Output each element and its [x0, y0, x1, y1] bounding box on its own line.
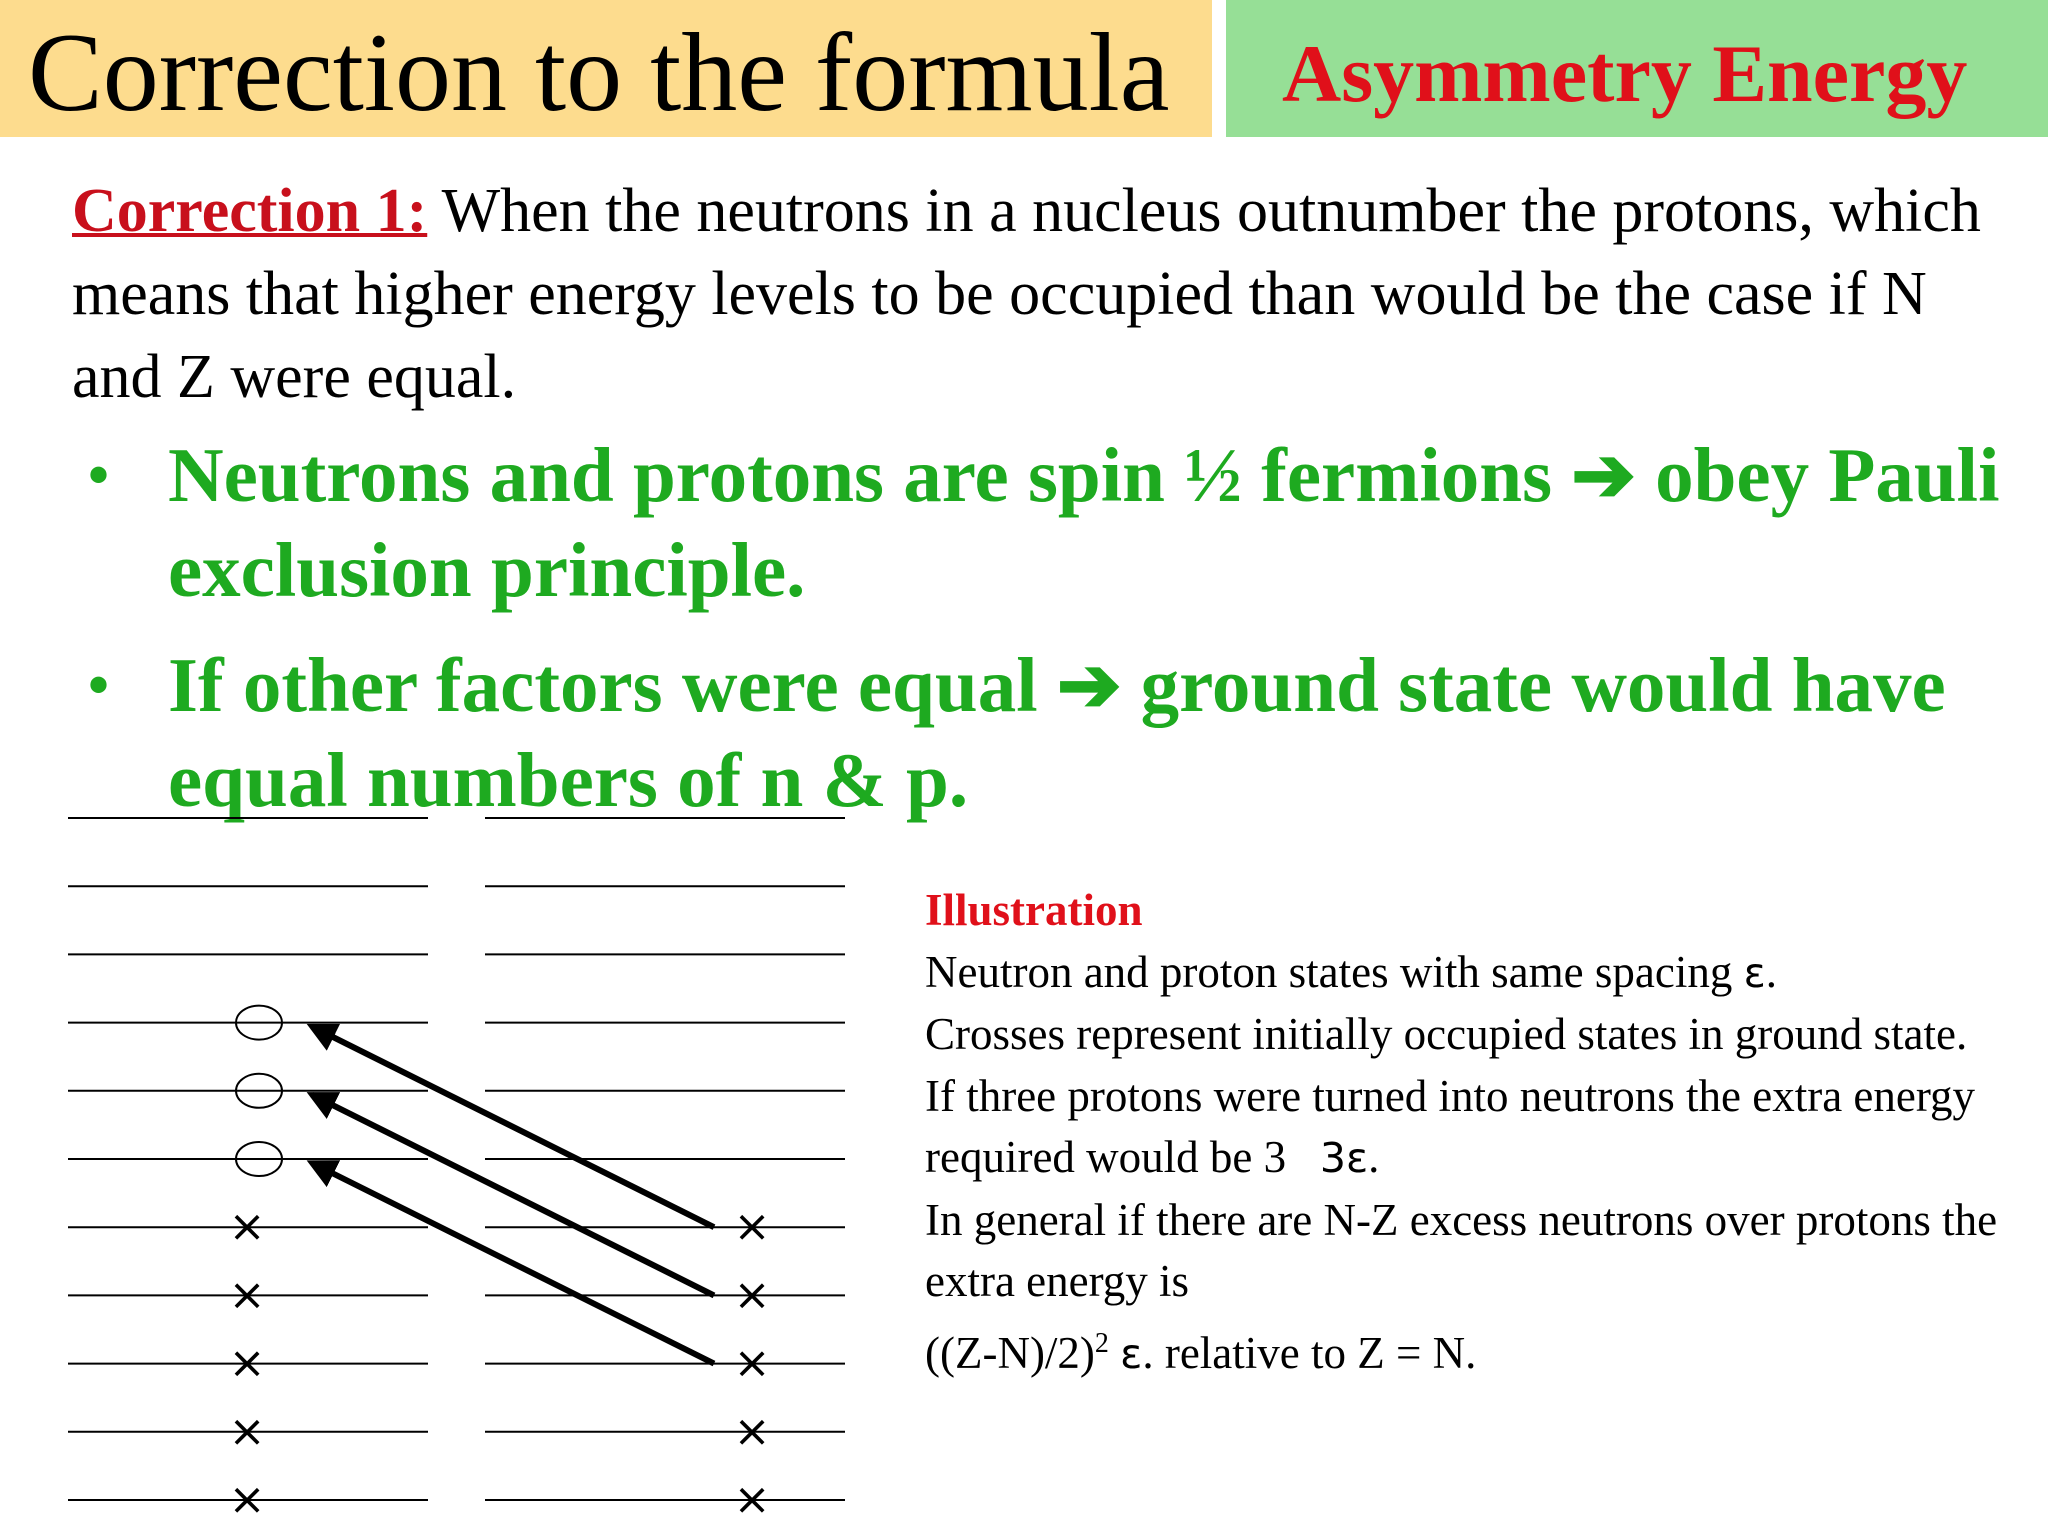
bullet-dot: •: [88, 442, 110, 508]
illustration-line-text: ((Z-N)/2): [925, 1327, 1095, 1378]
energy-level-diagram: [0, 780, 880, 1536]
intro-text: When the neutrons in a nucleus outnumber the protons, which means that higher energy levels to be occupied than would be the case if N and Z were equal.: [72, 177, 1981, 411]
proton-occupied-cross: ×: [733, 1474, 771, 1525]
illustration-line: [925, 1313, 2025, 1386]
bullet-text-after: ground state would have equal numbers of n & p.: [168, 642, 1946, 823]
epsilon-symbol: ε: [1120, 1329, 1143, 1378]
proton-occupied-cross: ×: [733, 1337, 771, 1389]
topic-banner: [1226, 0, 2048, 137]
illustration-number: 3: [1319, 1134, 1346, 1182]
illustration-line: [925, 942, 2025, 1005]
illustration-line: [925, 1066, 2025, 1190]
illustration-line-text: .: [1368, 1132, 1380, 1182]
neutron-occupied-cross: ×: [228, 1337, 266, 1389]
bullet-dot: •: [88, 652, 110, 718]
neutron-occupied-cross: ×: [228, 1201, 266, 1253]
proton-occupied-cross: ×: [733, 1201, 771, 1253]
arrow-icon: ➔: [1056, 642, 1122, 728]
proton-occupied-cross: ×: [733, 1269, 771, 1321]
arrow-icon: ➔: [1571, 432, 1636, 518]
superscript: 2: [1094, 1327, 1109, 1359]
illustration-line-text: If three protons were turned into neutrons the extra energy required would be 3: [925, 1070, 1976, 1182]
intro-paragraph: [72, 170, 2022, 419]
neutron-occupied-cross: ×: [228, 1269, 266, 1321]
neutron-occupied-cross: ×: [228, 1405, 266, 1457]
illustration-line-text: .: [1765, 946, 1777, 997]
correction-label: Correction 1:: [72, 177, 428, 245]
illustration-line-text: Neutron and proton states with same spacing: [925, 946, 1744, 997]
bullet-text-before: If other factors were equal: [168, 642, 1057, 728]
page-title: Correction to the formula: [28, 11, 1170, 135]
bullet-text-before: Neutrons and protons are spin ½ fermions: [168, 432, 1572, 518]
illustration-text: [925, 880, 2025, 1385]
topic-title: Asymmetry Energy: [1282, 28, 1968, 119]
epsilon-symbol: ε: [1346, 1134, 1369, 1182]
illustration-line-text: . relative to Z = N.: [1142, 1327, 1477, 1378]
epsilon-symbol: ε: [1743, 948, 1766, 997]
illustration-title: Illustration: [925, 885, 1143, 935]
bullet-text-after: obey Pauli exclusion principle.: [168, 432, 2000, 613]
bullet-item: [88, 428, 2008, 618]
illustration-line: In general if there are N-Z excess neutrons over protons the extra energy is: [925, 1194, 1998, 1306]
bullet-list: [88, 428, 2008, 828]
proton-occupied-cross: ×: [733, 1405, 771, 1457]
neutron-occupied-cross: ×: [228, 1474, 266, 1525]
illustration-line: Crosses represent initially occupied states in ground state.: [925, 1009, 1968, 1059]
title-banner: [0, 0, 1212, 137]
